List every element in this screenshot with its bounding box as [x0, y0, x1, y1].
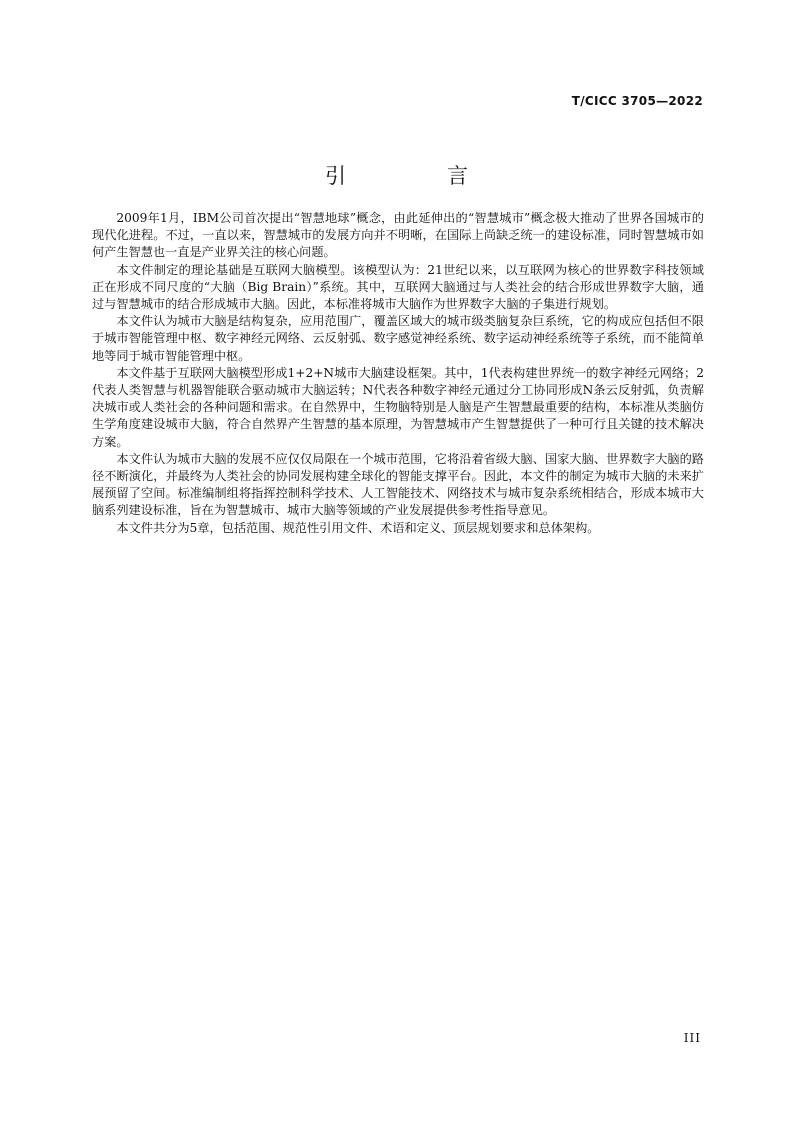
paragraph-4: 本文件基于互联网大脑模型形成1+2+N城市大脑建设框架。其中，1代表构建世界统一的数字神经元网络；2代表人类智慧与机器智能联合驱动城市大脑运转；N代表各种数字神经元通过分工协同形成N条云反射弧，负责解决城市或人类社会的各种问题和需求。在自然界中，生物脑特别是人脑是产生智慧最重要的结构，本标准从类脑仿生学角度建设城市大脑，符合自然界产生智慧的基本原理，为智慧城市产生智慧提供了一种可行且关键的技术解决方案。	[92, 365, 704, 449]
paragraph-1: 2009年1月，IBM公司首次提出“智慧地球”概念，由此延伸出的“智慧城市”概念极大推动了世界各国城市的现代化进程。不过，一直以来，智慧城市的发展方向并不明晰，在国际上尚缺乏统一的建设标准，同时智慧城市如何产生智慧也一直是产业界关注的核心问题。	[92, 211, 704, 260]
paragraph-2: 本文件制定的理论基础是互联网大脑模型。该模型认为：21世纪以来，以互联网为核心的世界数字科技领域正在形成不同尺度的“大脑（Big Brain）”系统。其中，互联网大脑通过与人类社会的结合形成世界数字大脑，通过与智慧城市的结合形成城市大脑。因此，本标准将城市大脑作为世界数字大脑的子集进行规划。	[92, 262, 704, 312]
paragraph-3: 本文件认为城市大脑是结构复杂，应用范围广，覆盖区域大的城市级类脑复杂巨系统，它的构成应包括但不限于城市智能管理中枢、数字神经元网络、云反射弧、数字感觉神经系统、数字运动神经系统等子系统，而不能简单地等同于城市智能管理中枢。	[92, 314, 704, 363]
standard-code: T/CICC 3705—2022	[571, 94, 703, 108]
document-body	[92, 210, 704, 537]
page-number: III	[683, 1031, 701, 1045]
paragraph-5: 本文件认为城市大脑的发展不应仅仅局限在一个城市范围，它将沿着省级大脑、国家大脑、世界数字大脑的路径不断演化，并最终为人类社会的协同发展构建全球化的智能支撑平台。因此，本文件的制定为城市大脑的未来扩展预留了空间。标准编制组将指挥控制科学技术、人工智能技术、网络技术与城市复杂系统相结合，形成本城市大脑系列建设标准，旨在为智慧城市、城市大脑等领域的产业发展提供参考性指导意见。	[92, 451, 704, 518]
page-title: 引 言	[325, 164, 508, 188]
paragraph-6: 本文件共分为5章，包括范围、规范性引用文件、术语和定义、顶层规划要求和总体架构。	[116, 520, 600, 535]
